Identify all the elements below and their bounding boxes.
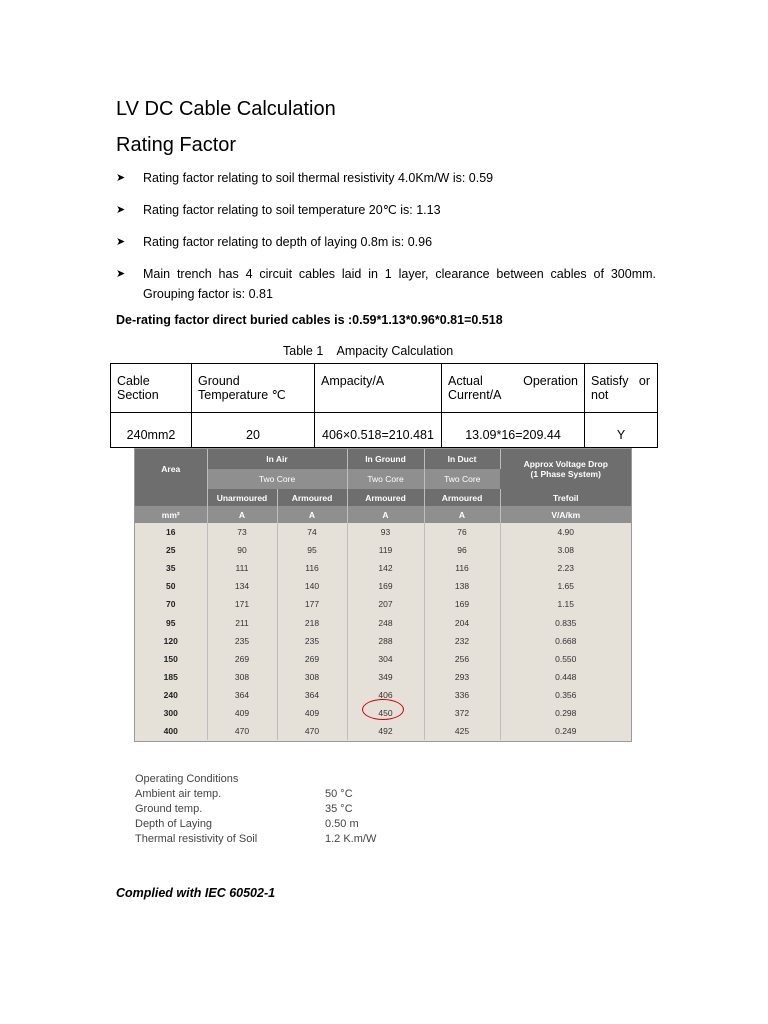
table-cell: 0.448 — [500, 668, 631, 686]
arrow-bullet-icon: ➤ — [116, 268, 126, 280]
table-row — [135, 632, 631, 650]
table-cell: 120 — [135, 632, 207, 650]
unit-a: A — [424, 506, 500, 523]
table-cell: 364 — [207, 686, 277, 704]
table-cell: 256 — [424, 650, 500, 668]
table-cell: 0.835 — [500, 613, 631, 631]
table-cell: 140 — [277, 577, 347, 595]
table-cell: 0.550 — [500, 650, 631, 668]
table-cell: 269 — [207, 650, 277, 668]
table-cell: 119 — [347, 541, 424, 559]
table-cell: 240 — [135, 686, 207, 704]
catalogue-type-row — [135, 489, 631, 506]
unit-v-a-km: V/A/km — [500, 506, 631, 523]
table-cell: 138 — [424, 577, 500, 595]
table-cell: 269 — [277, 650, 347, 668]
section-heading: Rating Factor — [116, 134, 237, 156]
list-item: Ground temp. 35 °C — [135, 803, 353, 815]
table-row — [111, 413, 658, 448]
list-item: Depth of Laying 0.50 m — [135, 818, 359, 830]
cell-temp: 20 — [192, 413, 315, 448]
arrow-bullet-icon: ➤ — [116, 172, 126, 184]
cell-satisfy: Y — [585, 413, 658, 448]
unit-a: A — [347, 506, 424, 523]
table-cell: 50 — [135, 577, 207, 595]
table-cell: 204 — [424, 613, 500, 631]
header-unarmoured: Unarmoured — [207, 489, 277, 506]
operating-conditions — [135, 772, 376, 847]
table-cell: 470 — [277, 722, 347, 740]
table-cell: 116 — [424, 559, 500, 577]
table-cell: 142 — [347, 559, 424, 577]
header-area: Area — [135, 449, 207, 489]
table-cell: 70 — [135, 595, 207, 613]
table-caption: Table 1 Ampacity Calculation — [283, 344, 454, 358]
cable-catalogue-table — [134, 448, 632, 742]
header-armoured: Armoured — [347, 489, 424, 506]
ampacity-table — [110, 363, 658, 448]
table-cell: 116 — [277, 559, 347, 577]
derating-factor: De-rating factor direct buried cables is :0.59*1.13*0.96*0.81=0.518 — [116, 313, 503, 327]
table-cell: 293 — [424, 668, 500, 686]
header-in-duct: In Duct — [424, 449, 500, 469]
table-cell: 211 — [207, 613, 277, 631]
compliance-note: Complied with IEC 60502-1 — [116, 886, 276, 900]
table-row — [135, 577, 631, 595]
header-in-ground: In Ground — [347, 449, 424, 469]
header-two-core: Two Core — [347, 469, 424, 489]
table-cell: 207 — [347, 595, 424, 613]
page-title: LV DC Cable Calculation — [116, 98, 336, 120]
arrow-bullet-icon: ➤ — [116, 204, 126, 216]
catalogue-unit-row — [135, 506, 631, 523]
table-cell: 0.298 — [500, 704, 631, 722]
table-cell: 409 — [277, 704, 347, 722]
list-item: Thermal resistivity of Soil 1.2 K.m/W — [135, 833, 377, 845]
table-cell: 185 — [135, 668, 207, 686]
table-cell: 218 — [277, 613, 347, 631]
table-cell: 16 — [135, 523, 207, 541]
rating-factor-list — [116, 168, 656, 316]
table-cell: 95 — [277, 541, 347, 559]
unit-mm2: mm² — [135, 506, 207, 523]
list-item: ➤ Rating factor relating to soil temperature 20℃ is: 1.13 — [116, 200, 656, 220]
arrow-bullet-icon: ➤ — [116, 236, 126, 248]
table-row — [135, 559, 631, 577]
table-cell: 248 — [347, 613, 424, 631]
unit-a: A — [207, 506, 277, 523]
header-actual-current: Actual Operation Current/A — [442, 364, 585, 413]
cell-current: 13.09*16=209.44 — [442, 413, 585, 448]
table-cell: 90 — [207, 541, 277, 559]
header-armoured: Armoured — [277, 489, 347, 506]
table-cell: 336 — [424, 686, 500, 704]
header-in-air: In Air — [207, 449, 347, 469]
header-trefoil: Trefoil — [500, 489, 631, 506]
header-armoured: Armoured — [424, 489, 500, 506]
table-cell: 450 — [347, 704, 424, 722]
table-cell: 0.356 — [500, 686, 631, 704]
header-cable-section: Cable Section — [111, 364, 192, 413]
header-voltage-drop: Approx Voltage Drop (1 Phase System) — [500, 449, 631, 489]
header-satisfy: Satisfy or not — [585, 364, 658, 413]
table-cell: 150 — [135, 650, 207, 668]
table-row — [135, 613, 631, 631]
table-cell: 235 — [277, 632, 347, 650]
table-row — [135, 595, 631, 613]
table-header-row — [111, 364, 658, 413]
cell-section: 240mm2 — [111, 413, 192, 448]
table-cell: 300 — [135, 704, 207, 722]
table-cell: 0.249 — [500, 722, 631, 740]
table-cell: 95 — [135, 613, 207, 631]
table-cell: 1.65 — [500, 577, 631, 595]
table-cell: 349 — [347, 668, 424, 686]
table-cell: 492 — [347, 722, 424, 740]
table-cell: 35 — [135, 559, 207, 577]
table-cell: 169 — [424, 595, 500, 613]
table-cell: 372 — [424, 704, 500, 722]
list-item: Ambient air temp. 50 °C — [135, 788, 353, 800]
table-cell: 304 — [347, 650, 424, 668]
table-cell: 3.08 — [500, 541, 631, 559]
table-cell: 4.90 — [500, 523, 631, 541]
header-ground-temp: Ground Temperature ℃ — [192, 364, 315, 413]
table-row — [135, 541, 631, 559]
table-cell: 74 — [277, 523, 347, 541]
table-cell: 111 — [207, 559, 277, 577]
table-cell: 308 — [277, 668, 347, 686]
table-cell: 134 — [207, 577, 277, 595]
table-row — [135, 722, 631, 740]
table-row — [135, 668, 631, 686]
cell-ampacity: 406×0.518=210.481 — [315, 413, 442, 448]
table-cell: 308 — [207, 668, 277, 686]
table-cell: 169 — [347, 577, 424, 595]
table-row — [135, 523, 631, 541]
table-cell: 288 — [347, 632, 424, 650]
header-ampacity: Ampacity/A — [315, 364, 442, 413]
table-cell: 2.23 — [500, 559, 631, 577]
header-two-core: Two Core — [207, 469, 347, 489]
table-cell: 177 — [277, 595, 347, 613]
table-cell: 96 — [424, 541, 500, 559]
catalogue-header-row — [135, 449, 631, 469]
list-item: ➤ Rating factor relating to soil thermal resistivity 4.0Km/W is: 0.59 — [116, 168, 656, 188]
table-cell: 73 — [207, 523, 277, 541]
table-cell: 1.15 — [500, 595, 631, 613]
table-cell: 232 — [424, 632, 500, 650]
highlight-circle — [362, 699, 404, 720]
table-cell: 425 — [424, 722, 500, 740]
operating-title: Operating Conditions — [135, 773, 239, 785]
table-cell: 25 — [135, 541, 207, 559]
unit-a: A — [277, 506, 347, 523]
table-cell: 406 — [347, 686, 424, 704]
table-row — [135, 650, 631, 668]
table-cell: 235 — [207, 632, 277, 650]
table-cell: 470 — [207, 722, 277, 740]
table-cell: 409 — [207, 704, 277, 722]
table-cell: 171 — [207, 595, 277, 613]
table-cell: 93 — [347, 523, 424, 541]
header-two-core: Two Core — [424, 469, 500, 489]
table-cell: 400 — [135, 722, 207, 740]
table-cell: 364 — [277, 686, 347, 704]
table-cell: 0.668 — [500, 632, 631, 650]
list-item: ➤ Rating factor relating to depth of laying 0.8m is: 0.96 — [116, 232, 656, 252]
list-item: ➤ Main trench has 4 circuit cables laid in 1 layer, clearance between cables of 300mm. Grouping factor is: 0.81 — [116, 264, 656, 304]
table-cell: 76 — [424, 523, 500, 541]
